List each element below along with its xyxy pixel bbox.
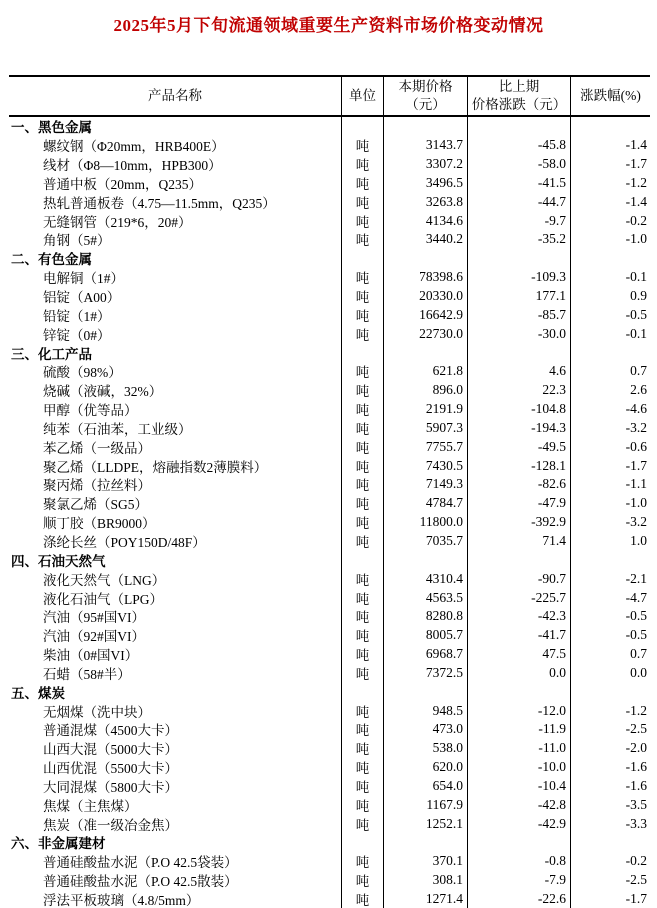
product-current-price: 370.1 xyxy=(383,852,467,871)
product-price-change: -11.0 xyxy=(467,739,570,758)
table-row xyxy=(9,362,650,381)
product-pct-change: -0.5 xyxy=(570,305,650,324)
product-unit: 吨 xyxy=(341,739,383,758)
table-row xyxy=(9,494,650,513)
product-pct-change: -1.4 xyxy=(570,192,650,211)
product-unit: 吨 xyxy=(341,305,383,324)
price-table xyxy=(9,75,650,908)
product-current-price: 3307.2 xyxy=(383,155,467,174)
section-pct-cell xyxy=(570,343,650,362)
product-price-change: -392.9 xyxy=(467,513,570,532)
product-unit: 吨 xyxy=(341,324,383,343)
table-row xyxy=(9,852,650,871)
product-unit: 吨 xyxy=(341,211,383,230)
col-header-change-vs-previous xyxy=(467,77,570,115)
col-header-current-price xyxy=(383,77,467,115)
product-price-change: 22.3 xyxy=(467,381,570,400)
product-current-price: 3440.2 xyxy=(383,230,467,249)
product-pct-change: -1.0 xyxy=(570,230,650,249)
product-unit: 吨 xyxy=(341,381,383,400)
product-current-price: 7035.7 xyxy=(383,532,467,551)
product-unit: 吨 xyxy=(341,532,383,551)
product-current-price: 896.0 xyxy=(383,381,467,400)
product-name: 石蜡（58#半） xyxy=(43,666,131,682)
product-price-change: 4.6 xyxy=(467,362,570,381)
table-row xyxy=(9,795,650,814)
product-current-price: 3496.5 xyxy=(383,174,467,193)
product-price-change: -47.9 xyxy=(467,494,570,513)
product-current-price: 16642.9 xyxy=(383,305,467,324)
table-row xyxy=(9,324,650,343)
product-unit: 吨 xyxy=(341,287,383,306)
product-name: 螺纹钢（Φ20mm，HRB400E） xyxy=(43,139,225,155)
col-header-unit: 单位 xyxy=(341,77,383,115)
product-name: 无缝钢管（219*6，20#） xyxy=(43,214,192,230)
section-header-row xyxy=(9,117,650,136)
product-price-change: -41.7 xyxy=(467,626,570,645)
product-pct-change: -2.5 xyxy=(570,720,650,739)
product-name: 焦煤（主焦煤） xyxy=(43,798,138,814)
table-row xyxy=(9,588,650,607)
section-change-cell xyxy=(467,550,570,569)
table-row xyxy=(9,475,650,494)
product-name: 硫酸（98%） xyxy=(43,365,122,381)
product-current-price: 473.0 xyxy=(383,720,467,739)
product-current-price: 948.5 xyxy=(383,701,467,720)
product-current-price: 7149.3 xyxy=(383,475,467,494)
product-price-change: 0.0 xyxy=(467,663,570,682)
table-row xyxy=(9,890,650,908)
product-price-change: 177.1 xyxy=(467,287,570,306)
product-pct-change: -1.1 xyxy=(570,475,650,494)
product-pct-change: -1.2 xyxy=(570,174,650,193)
section-price-cell xyxy=(383,550,467,569)
product-name: 大同混煤（5800大卡） xyxy=(43,779,178,795)
product-pct-change: 0.9 xyxy=(570,287,650,306)
table-row xyxy=(9,230,650,249)
product-unit: 吨 xyxy=(341,663,383,682)
product-price-change: -42.9 xyxy=(467,814,570,833)
product-name: 涤纶长丝（POY150D/48F） xyxy=(43,534,206,550)
product-price-change: -42.3 xyxy=(467,607,570,626)
section-pct-cell xyxy=(570,249,650,268)
product-pct-change: -1.4 xyxy=(570,136,650,155)
product-current-price: 4784.7 xyxy=(383,494,467,513)
section-name: 二、有色金属 xyxy=(11,252,92,268)
table-row xyxy=(9,758,650,777)
product-current-price: 6968.7 xyxy=(383,645,467,664)
product-unit: 吨 xyxy=(341,814,383,833)
section-pct-cell xyxy=(570,833,650,852)
product-unit: 吨 xyxy=(341,758,383,777)
product-unit: 吨 xyxy=(341,513,383,532)
product-unit: 吨 xyxy=(341,795,383,814)
product-name: 聚乙烯（LLDPE，熔融指数2薄膜料） xyxy=(43,459,268,475)
product-unit: 吨 xyxy=(341,155,383,174)
product-name: 液化石油气（LPG） xyxy=(43,591,164,607)
table-row xyxy=(9,437,650,456)
section-unit-cell xyxy=(341,833,383,852)
product-price-change: -22.6 xyxy=(467,890,570,908)
product-current-price: 20330.0 xyxy=(383,287,467,306)
section-change-cell xyxy=(467,833,570,852)
product-unit: 吨 xyxy=(341,494,383,513)
product-unit: 吨 xyxy=(341,400,383,419)
section-pct-cell xyxy=(570,117,650,136)
product-price-change: -42.8 xyxy=(467,795,570,814)
product-name: 烧碱（液碱，32%） xyxy=(43,384,163,400)
product-price-change: 47.5 xyxy=(467,645,570,664)
product-pct-change: -3.2 xyxy=(570,419,650,438)
section-header-row xyxy=(9,550,650,569)
section-price-cell xyxy=(383,249,467,268)
product-name: 无烟煤（洗中块） xyxy=(43,704,151,720)
section-header-row xyxy=(9,833,650,852)
product-unit: 吨 xyxy=(341,437,383,456)
product-name: 浮法平板玻璃（4.8/5mm） xyxy=(43,893,200,908)
section-price-cell xyxy=(383,833,467,852)
section-header-row xyxy=(9,249,650,268)
table-row xyxy=(9,663,650,682)
product-price-change: -45.8 xyxy=(467,136,570,155)
product-current-price: 7372.5 xyxy=(383,663,467,682)
product-pct-change: 0.7 xyxy=(570,362,650,381)
section-price-cell xyxy=(383,117,467,136)
product-current-price: 4310.4 xyxy=(383,569,467,588)
product-unit: 吨 xyxy=(341,268,383,287)
product-price-change: -0.8 xyxy=(467,852,570,871)
product-name: 铅锭（1#） xyxy=(43,308,111,324)
product-current-price: 620.0 xyxy=(383,758,467,777)
product-price-change: -11.9 xyxy=(467,720,570,739)
product-unit: 吨 xyxy=(341,720,383,739)
product-unit: 吨 xyxy=(341,569,383,588)
product-unit: 吨 xyxy=(341,174,383,193)
col-header-current-price-line1: 本期价格 xyxy=(398,78,453,94)
table-row xyxy=(9,155,650,174)
product-current-price: 1167.9 xyxy=(383,795,467,814)
product-name: 线材（Φ8—10mm，HPB300） xyxy=(43,158,222,174)
table-row xyxy=(9,645,650,664)
col-header-change-line1: 比上期 xyxy=(498,78,540,94)
product-price-change: -12.0 xyxy=(467,701,570,720)
product-name: 液化天然气（LNG） xyxy=(43,572,166,588)
product-name: 汽油（92#国VI） xyxy=(43,629,145,645)
col-header-pct-change: 涨跌幅(%) xyxy=(570,77,650,115)
table-row xyxy=(9,211,650,230)
product-pct-change: -0.5 xyxy=(570,607,650,626)
product-name: 聚氯乙烯（SG5） xyxy=(43,497,149,513)
product-current-price: 308.1 xyxy=(383,871,467,890)
product-current-price: 1252.1 xyxy=(383,814,467,833)
section-name: 三、化工产品 xyxy=(11,346,92,362)
product-current-price: 538.0 xyxy=(383,739,467,758)
table-row xyxy=(9,513,650,532)
product-price-change: -85.7 xyxy=(467,305,570,324)
product-pct-change: -1.6 xyxy=(570,777,650,796)
product-pct-change: -0.6 xyxy=(570,437,650,456)
product-current-price: 7755.7 xyxy=(383,437,467,456)
product-pct-change: -4.7 xyxy=(570,588,650,607)
table-row xyxy=(9,287,650,306)
product-pct-change: -1.7 xyxy=(570,456,650,475)
section-unit-cell xyxy=(341,117,383,136)
page-title: 2025年5月下旬流通领域重要生产资料市场价格变动情况 xyxy=(113,16,544,35)
product-price-change: -104.8 xyxy=(467,400,570,419)
section-unit-cell xyxy=(341,682,383,701)
table-row xyxy=(9,192,650,211)
product-name: 聚丙烯（拉丝料） xyxy=(43,478,151,494)
product-name: 普通硅酸盐水泥（P.O 42.5袋装） xyxy=(43,855,238,871)
product-name: 苯乙烯（一级品） xyxy=(43,440,151,456)
product-price-change: -44.7 xyxy=(467,192,570,211)
product-price-change: -109.3 xyxy=(467,268,570,287)
product-price-change: 71.4 xyxy=(467,532,570,551)
product-unit: 吨 xyxy=(341,362,383,381)
product-current-price: 5907.3 xyxy=(383,419,467,438)
table-row xyxy=(9,871,650,890)
section-change-cell xyxy=(467,117,570,136)
product-current-price: 7430.5 xyxy=(383,456,467,475)
col-header-current-price-line2: （元） xyxy=(405,97,446,112)
table-row xyxy=(9,532,650,551)
table-row xyxy=(9,701,650,720)
section-change-cell xyxy=(467,343,570,362)
product-current-price: 4134.6 xyxy=(383,211,467,230)
product-name: 铝锭（A00） xyxy=(43,290,121,306)
product-name: 普通混煤（4500大卡） xyxy=(43,723,178,739)
table-row xyxy=(9,814,650,833)
product-pct-change: -0.2 xyxy=(570,211,650,230)
section-name: 五、煤炭 xyxy=(11,685,65,701)
product-current-price: 3263.8 xyxy=(383,192,467,211)
product-price-change: -194.3 xyxy=(467,419,570,438)
product-pct-change: -1.0 xyxy=(570,494,650,513)
table-row xyxy=(9,626,650,645)
product-current-price: 1271.4 xyxy=(383,890,467,908)
product-pct-change: -1.7 xyxy=(570,155,650,174)
section-price-cell xyxy=(383,682,467,701)
product-price-change: -82.6 xyxy=(467,475,570,494)
product-price-change: -9.7 xyxy=(467,211,570,230)
product-price-change: -35.2 xyxy=(467,230,570,249)
col-header-change-line2: 价格涨跌（元） xyxy=(471,97,567,112)
table-row xyxy=(9,268,650,287)
product-name: 柴油（0#国VI） xyxy=(43,648,139,664)
product-pct-change: -1.6 xyxy=(570,758,650,777)
product-unit: 吨 xyxy=(341,192,383,211)
section-unit-cell xyxy=(341,343,383,362)
product-pct-change: -2.1 xyxy=(570,569,650,588)
product-unit: 吨 xyxy=(341,890,383,908)
table-row xyxy=(9,739,650,758)
product-pct-change: -0.2 xyxy=(570,852,650,871)
product-pct-change: -1.7 xyxy=(570,890,650,908)
section-price-cell xyxy=(383,343,467,362)
section-pct-cell xyxy=(570,682,650,701)
table-row xyxy=(9,305,650,324)
product-current-price: 654.0 xyxy=(383,777,467,796)
product-current-price: 2191.9 xyxy=(383,400,467,419)
product-price-change: -41.5 xyxy=(467,174,570,193)
table-row xyxy=(9,381,650,400)
product-unit: 吨 xyxy=(341,456,383,475)
table-header-row xyxy=(9,75,650,117)
product-current-price: 8280.8 xyxy=(383,607,467,626)
product-price-change: -90.7 xyxy=(467,569,570,588)
product-unit: 吨 xyxy=(341,475,383,494)
table-row xyxy=(9,136,650,155)
section-change-cell xyxy=(467,249,570,268)
product-name: 普通硅酸盐水泥（P.O 42.5散装） xyxy=(43,874,238,890)
product-pct-change: -2.5 xyxy=(570,871,650,890)
product-pct-change: 0.0 xyxy=(570,663,650,682)
product-unit: 吨 xyxy=(341,852,383,871)
table-row xyxy=(9,419,650,438)
product-pct-change: -0.5 xyxy=(570,626,650,645)
section-unit-cell xyxy=(341,550,383,569)
product-pct-change: -2.0 xyxy=(570,739,650,758)
product-price-change: -49.5 xyxy=(467,437,570,456)
product-unit: 吨 xyxy=(341,136,383,155)
product-pct-change: -0.1 xyxy=(570,324,650,343)
product-unit: 吨 xyxy=(341,701,383,720)
product-price-change: -10.4 xyxy=(467,777,570,796)
product-name: 普通中板（20mm，Q235） xyxy=(43,176,203,192)
product-name: 山西优混（5500大卡） xyxy=(43,761,178,777)
product-pct-change: 2.6 xyxy=(570,381,650,400)
product-pct-change: -0.1 xyxy=(570,268,650,287)
product-unit: 吨 xyxy=(341,871,383,890)
section-name: 一、黑色金属 xyxy=(11,120,92,136)
product-unit: 吨 xyxy=(341,626,383,645)
product-current-price: 78398.6 xyxy=(383,268,467,287)
product-unit: 吨 xyxy=(341,777,383,796)
table-body xyxy=(9,117,650,908)
section-header-row xyxy=(9,682,650,701)
table-row xyxy=(9,720,650,739)
product-pct-change: -4.6 xyxy=(570,400,650,419)
product-current-price: 22730.0 xyxy=(383,324,467,343)
product-unit: 吨 xyxy=(341,607,383,626)
table-row xyxy=(9,607,650,626)
product-current-price: 621.8 xyxy=(383,362,467,381)
product-unit: 吨 xyxy=(341,419,383,438)
product-price-change: -128.1 xyxy=(467,456,570,475)
product-unit: 吨 xyxy=(341,588,383,607)
product-unit: 吨 xyxy=(341,645,383,664)
product-unit: 吨 xyxy=(341,230,383,249)
table-row xyxy=(9,456,650,475)
product-name: 纯苯（石油苯，工业级） xyxy=(43,421,192,437)
product-pct-change: 1.0 xyxy=(570,532,650,551)
product-name: 汽油（95#国VI） xyxy=(43,610,145,626)
product-current-price: 8005.7 xyxy=(383,626,467,645)
product-current-price: 4563.5 xyxy=(383,588,467,607)
product-pct-change: -3.2 xyxy=(570,513,650,532)
section-change-cell xyxy=(467,682,570,701)
product-name: 锌锭（0#） xyxy=(43,327,111,343)
section-header-row xyxy=(9,343,650,362)
product-current-price: 11800.0 xyxy=(383,513,467,532)
product-current-price: 3143.7 xyxy=(383,136,467,155)
product-name: 山西大混（5000大卡） xyxy=(43,742,178,758)
product-price-change: -58.0 xyxy=(467,155,570,174)
table-row xyxy=(9,174,650,193)
table-row xyxy=(9,569,650,588)
section-pct-cell xyxy=(570,550,650,569)
product-name: 顺丁胶（BR9000） xyxy=(43,516,156,532)
section-unit-cell xyxy=(341,249,383,268)
product-price-change: -7.9 xyxy=(467,871,570,890)
col-header-product-name: 产品名称 xyxy=(148,87,202,103)
product-name: 焦炭（准一级冶金焦） xyxy=(43,817,178,833)
product-name: 角钢（5#） xyxy=(43,233,111,249)
product-name: 电解铜（1#） xyxy=(43,271,124,287)
table-row xyxy=(9,777,650,796)
section-name: 六、非金属建材 xyxy=(11,836,106,852)
product-name: 热轧普通板卷（4.75—11.5mm，Q235） xyxy=(43,195,276,211)
table-row xyxy=(9,400,650,419)
product-pct-change: -3.3 xyxy=(570,814,650,833)
product-pct-change: -3.5 xyxy=(570,795,650,814)
product-price-change: -225.7 xyxy=(467,588,570,607)
product-name: 甲醇（优等品） xyxy=(43,403,138,419)
section-name: 四、石油天然气 xyxy=(11,553,106,569)
product-price-change: -10.0 xyxy=(467,758,570,777)
product-pct-change: -1.2 xyxy=(570,701,650,720)
product-price-change: -30.0 xyxy=(467,324,570,343)
product-pct-change: 0.7 xyxy=(570,645,650,664)
